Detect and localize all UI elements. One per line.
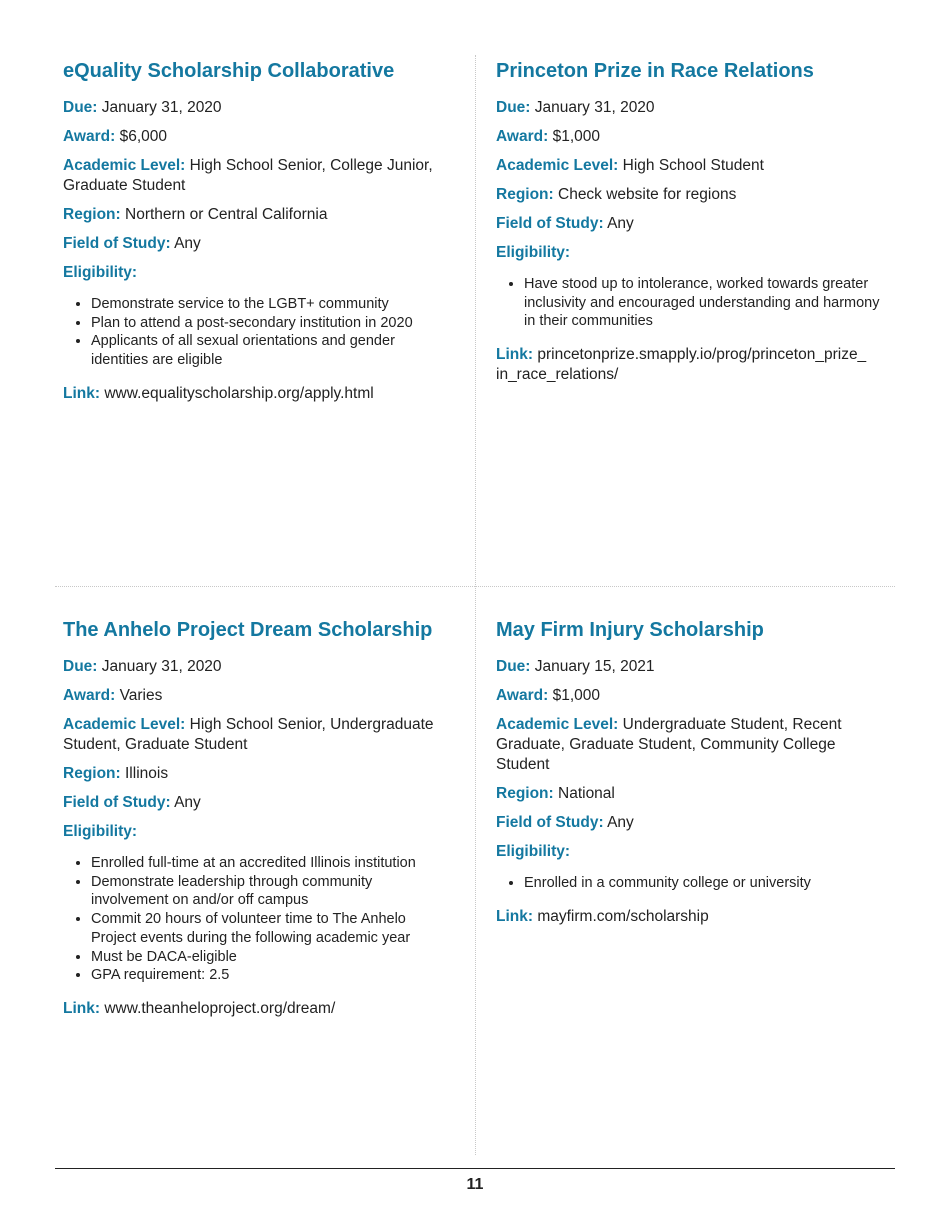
academic-level-value: High School Student (622, 157, 764, 174)
link-row (496, 907, 881, 927)
link-label: Link: (496, 907, 534, 925)
due-label: Due: (63, 99, 98, 116)
scholarship-card (63, 58, 448, 413)
eligibility-item: • Must be DACA-eligible (91, 948, 448, 967)
eligibility-list (63, 854, 448, 985)
field-of-study-label: Field of Study: (63, 235, 171, 252)
due-value: January 31, 2020 (101, 658, 222, 675)
eligibility-heading: Eligibility: (63, 823, 138, 840)
eligibility-item: • Have stood up to intolerance, worked towards greater inclusivity and encouraged understanding and harmony in their communities (524, 275, 881, 331)
region-row (496, 784, 881, 804)
scholarship-title: eQuality Scholarship Collaborative (63, 60, 395, 82)
footer-rule (55, 1168, 895, 1169)
scholarship-card (63, 617, 448, 1028)
link-row (63, 384, 448, 404)
award-value: Varies (119, 687, 163, 704)
eligibility-list (496, 275, 881, 331)
award-label: Award: (496, 687, 549, 704)
link-row (63, 999, 448, 1019)
eligibility-item: • Commit 20 hours of volunteer time to The Anhelo Project events during the following academic year (91, 910, 448, 947)
academic-level-label: Academic Level: (496, 157, 619, 174)
field-of-study-value: Any (174, 794, 201, 811)
link-value[interactable]: www.theanheloproject.org/dream/ (104, 999, 336, 1017)
eligibility-list (496, 874, 881, 893)
eligibility-item: • Applicants of all sexual orientations and gender identities are eligible (91, 332, 448, 369)
region-value: Check website for regions (558, 186, 737, 203)
field-of-study-label: Field of Study: (496, 814, 604, 831)
vertical-divider (475, 55, 476, 1155)
field-of-study-value: Any (174, 235, 201, 252)
eligibility-item: • Enrolled full-time at an accredited Illinois institution (91, 854, 448, 873)
link-row (496, 345, 881, 385)
field-of-study-label: Field of Study: (63, 794, 171, 811)
award-label: Award: (63, 128, 116, 145)
eligibility-item: • Demonstrate leadership through community involvement on and/or off campus (91, 873, 448, 910)
due-label: Due: (63, 658, 98, 675)
field-of-study-label: Field of Study: (496, 215, 604, 232)
academic-level-label: Academic Level: (63, 157, 186, 174)
region-row (63, 764, 448, 784)
due-row (63, 98, 448, 118)
award-value: $1,000 (552, 687, 600, 704)
eligibility-heading: Eligibility: (496, 244, 571, 261)
region-label: Region: (63, 765, 121, 782)
due-label: Due: (496, 658, 531, 675)
academic-level-label: Academic Level: (496, 716, 619, 733)
region-row (63, 205, 448, 225)
link-value[interactable]: www.equalityscholarship.org/apply.html (104, 384, 374, 402)
award-value: $6,000 (119, 128, 167, 145)
due-row (496, 98, 881, 118)
award-label: Award: (496, 128, 549, 145)
academic-level-row (63, 715, 448, 755)
scholarship-title: Princeton Prize in Race Relations (496, 60, 814, 82)
due-row (63, 657, 448, 677)
region-label: Region: (496, 785, 554, 802)
eligibility-heading: Eligibility: (496, 843, 571, 860)
award-value: $1,000 (552, 128, 600, 145)
award-row (496, 686, 881, 706)
academic-level-value: Undergraduate Student, Recent Graduate, Graduate Student, Community College Student (496, 716, 842, 773)
eligibility-heading: Eligibility: (63, 264, 138, 281)
eligibility-item: • Enrolled in a community college or university (524, 874, 881, 893)
region-label: Region: (496, 186, 554, 203)
field-of-study-row (63, 234, 448, 254)
field-of-study-row (63, 793, 448, 813)
region-value: National (558, 785, 615, 802)
field-of-study-row (496, 214, 881, 234)
region-label: Region: (63, 206, 121, 223)
link-value[interactable]: princetonprize.smapply.io/prog/princeton_prize_ in_race_relations/ (496, 346, 867, 384)
scholarship-title: The Anhelo Project Dream Scholarship (63, 619, 433, 641)
page-number: 11 (466, 1176, 484, 1193)
field-of-study-value: Any (607, 814, 634, 831)
region-row (496, 185, 881, 205)
scholarship-card (496, 58, 881, 394)
academic-level-row (63, 156, 448, 196)
eligibility-item: • GPA requirement: 2.5 (91, 966, 448, 985)
due-value: January 15, 2021 (534, 658, 655, 675)
eligibility-list (63, 295, 448, 370)
award-row (63, 686, 448, 706)
award-row (496, 127, 881, 147)
link-value[interactable]: mayfirm.com/scholarship (537, 907, 709, 925)
due-label: Due: (496, 99, 531, 116)
field-of-study-row (496, 813, 881, 833)
due-row (496, 657, 881, 677)
field-of-study-value: Any (607, 215, 634, 232)
academic-level-row (496, 715, 881, 775)
award-row (63, 127, 448, 147)
award-label: Award: (63, 687, 116, 704)
horizontal-divider (55, 586, 895, 587)
academic-level-value: High School Senior, Undergraduate Student, Graduate Student (63, 716, 434, 753)
academic-level-value: High School Senior, College Junior, Graduate Student (63, 157, 433, 194)
scholarship-title: May Firm Injury Scholarship (496, 619, 764, 641)
scholarship-card (496, 617, 881, 936)
academic-level-row (496, 156, 881, 176)
due-value: January 31, 2020 (534, 99, 655, 116)
link-label: Link: (496, 346, 534, 364)
region-value: Northern or Central California (125, 206, 328, 223)
link-label: Link: (63, 999, 101, 1017)
region-value: Illinois (125, 765, 169, 782)
due-value: January 31, 2020 (101, 99, 222, 116)
link-label: Link: (63, 384, 101, 402)
eligibility-item: • Plan to attend a post-secondary institution in 2020 (91, 314, 448, 333)
eligibility-item: • Demonstrate service to the LGBT+ community (91, 295, 448, 314)
academic-level-label: Academic Level: (63, 716, 186, 733)
